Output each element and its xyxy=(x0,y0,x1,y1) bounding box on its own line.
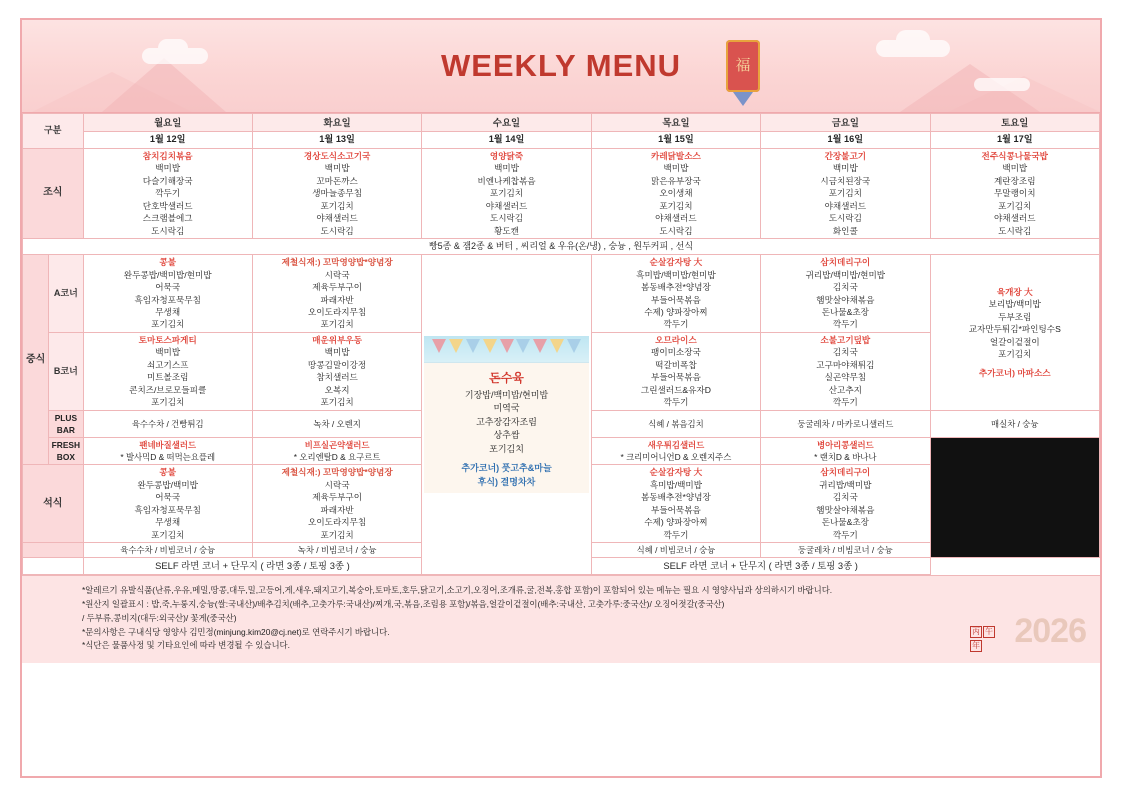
plusbar-cell-tue: 녹차 / 오렌지 xyxy=(252,410,421,437)
date-fri: 1월 16일 xyxy=(761,132,930,149)
footnote-line-2: *원산지 일괄표시 : 밥,죽,누룽지,숭늉(쌀:국내산)/배추김치(배추,고춧가루:국내산)/찌개,국,볶음,조림용 포함)/볶음,얼갈이겉절이(배추:국내산, 고춧가루:중국산)/ 오징어젓갈(중국산) xyxy=(82,598,725,609)
dinner-plus-mon: 육수수차 / 비빔코너 / 숭늉 xyxy=(83,543,252,558)
dinner-plus-label xyxy=(23,543,84,558)
dinner-cell-mon: 콩불 완두콩밥/백미밥 어묵국 흑임자청포묵무침 무생채 포기김치 xyxy=(83,465,252,543)
date-sat: 1월 17일 xyxy=(930,132,1099,149)
day-header-wed: 수요일 xyxy=(422,114,591,132)
table-header-dates xyxy=(23,132,1100,149)
lunch-a-cell-tue: 제철식재:) 꼬막영양밥*양념장 시락국 제육두부구이 파래자반 오이도라지무침 포기김치 xyxy=(252,255,421,333)
footnote-line-4: *문의사항은 구내식당 영양사 김민정(minjung.kim20@cj.net)로 연락주시기 바랍니다. xyxy=(82,626,390,637)
lunch-cell-sat: 육개장 大 보리밥/백미밥 두부조림 교자만두튀김*파인팅수S 얼갈이겉절이 포기김치 추가코너) 마파소스 xyxy=(930,255,1099,410)
date-mon: 1월 12일 xyxy=(83,132,252,149)
row-label-dinner: 석식 xyxy=(23,465,84,543)
date-tue: 1월 13일 xyxy=(252,132,421,149)
header-corner-label: 구분 xyxy=(23,114,84,149)
lunch-a-cell-thu: 순살감자탕 大 흑미밥/백미밥/현미밥 봄동배추전*양념장 부들어묵볶음 수제) 양파장아찌 깍두기 xyxy=(591,255,760,333)
day-header-tue: 화요일 xyxy=(252,114,421,132)
plusbar-cell-sat: 매실차 / 숭늉 xyxy=(930,410,1099,437)
page-banner xyxy=(22,20,1100,113)
breakfast-cell-wed: 영양닭죽 백미밥 비엔나케찹볶음 포기김치 야채샐러드 도시락김 황도캔 xyxy=(422,149,591,239)
breakfast-row xyxy=(23,149,1100,239)
freshbox-cell-tue: 비프실곤약샐러드 * 오리엔탈D & 요구르트 xyxy=(252,438,421,465)
lunch-b-cell-mon: 토마토스파게티 백미밥 쇠고기스프 미트볼조림 콘치즈/브로모들피클 포기김치 xyxy=(83,332,252,410)
footnote-line-1: *알레르기 유발식품(난류,우유,메밀,땅콩,대두,밀,고등어,게,새우,돼지고기,복숭아,토마토,호두,닭고기,소고기,오징어,조개류,굴,전복,홍합 포함)이 포함되어 있는 메뉴는 필요 시 영양사님과 상의하시기 바랍니다. xyxy=(82,584,833,595)
lunch-b-cell-tue: 매운위부우동 백미밥 땅콩김말이강정 참치샐러드 오복지 포기김치 xyxy=(252,332,421,410)
weekly-menu-table xyxy=(22,113,1100,575)
seal-char-1: 丙 xyxy=(972,627,980,637)
lunch-a-cell-mon: 콩불 완두콩밥/백미밥/현미밥 어묵국 흑임자청포묵무침 무생채 포기김치 xyxy=(83,255,252,333)
seal-char-3: 年 xyxy=(972,641,980,651)
freshbox-cell-fri: 병아리콩샐러드 * 랜치D & 바나나 xyxy=(761,438,930,465)
corner-label-b: B코너 xyxy=(49,332,83,410)
footnotes xyxy=(22,575,1100,663)
day-header-sat: 토요일 xyxy=(930,114,1099,132)
breakfast-cell-tue: 경상도식소고기국 백미밥 꼬마돈까스 생마늘종무침 포기김치 야채샐러드 도시락김 xyxy=(252,149,421,239)
soup-photo xyxy=(930,438,1099,558)
lantern-icon xyxy=(726,40,760,92)
lunch-b-cell-thu: 오므라이스 팽이미소장국 떡갈비폭찹 부들어묵볶음 그린샐러드&유자D 깍두기 xyxy=(591,332,760,410)
lunch-a-cell-fri: 삼치데리구이 귀리밥/백미밥/현미밥 김치국 햄맛살야채볶음 돈나물&초장 깍두기 xyxy=(761,255,930,333)
year-seal-icon xyxy=(970,625,1004,651)
date-thu: 1월 15일 xyxy=(591,132,760,149)
bunting-decoration xyxy=(424,336,588,363)
breakfast-cell-fri: 간장불고기 백미밥 시금치된장국 포기김치 야채샐러드 도시락김 화인콜 xyxy=(761,149,930,239)
self-left-text: SELF 라면 코너 + 단무지 ( 라면 3종 / 토핑 3종 ) xyxy=(83,558,422,575)
day-header-fri: 금요일 xyxy=(761,114,930,132)
row-label-lunch: 중식 xyxy=(23,255,49,465)
breakfast-cell-mon: 참치김치볶음 백미밥 다슬기해장국 깍두기 단호박샐러드 스크램블에그 도시락김 xyxy=(83,149,252,239)
corner-label-a: A코너 xyxy=(49,255,83,333)
self-right-text: SELF 라면 코너 + 단무지 ( 라면 3종 / 토핑 3종 ) xyxy=(591,558,930,575)
footnote-line-5: *식단은 물품사정 및 기타요인에 따라 변경될 수 있습니다. xyxy=(82,640,290,651)
day-header-mon: 월요일 xyxy=(83,114,252,132)
date-wed: 1월 14일 xyxy=(422,132,591,149)
table-header-days xyxy=(23,114,1100,132)
self-row-label xyxy=(23,558,84,575)
year-label: 2026 xyxy=(1014,612,1086,651)
menu-sheet xyxy=(20,18,1102,778)
dinner-plus-tue: 녹차 / 비빔코너 / 숭늉 xyxy=(252,543,421,558)
plusbar-cell-fri: 둥굴레차 / 마카로니샐러드 xyxy=(761,410,930,437)
wednesday-special-poster xyxy=(422,255,591,575)
breakfast-cell-sat: 전주식콩나물국밥 백미밥 계란장조림 무말랭이치 포기김치 야채샐러드 도시락김 xyxy=(930,149,1099,239)
breakfast-cell-thu: 카레닭발소스 백미밥 맑은유부장국 오이생채 포기김치 야채샐러드 도시락김 xyxy=(591,149,760,239)
bread-row xyxy=(23,239,1100,255)
row-label-breakfast: 조식 xyxy=(23,149,84,239)
promo-menu-list: 돈수육 기장밥/백미밥/현미밥 미역국 고추장감자조림 상추쌈 포기김치 xyxy=(464,370,549,454)
dinner-cell-tue: 제철식재:) 꼬막영양밥*양념장 시락국 제육두부구이 파래자반 오이도라지무침 포기김치 xyxy=(252,465,421,543)
dinner-cell-fri: 삼치데리구이 귀리밥/백미밥 김치국 햄맛살야채볶음 돈나물&초장 깍두기 xyxy=(761,465,930,543)
dinner-cell-thu: 순살감자탕 大 흑미밥/백미밥 봄동배추전*양념장 부들어묵볶음 수제) 양파장아찌 깍두기 xyxy=(591,465,760,543)
lunch-b-cell-fri: 소불고기덮밥 김치국 고구마야채튀김 실곤약무침 산고추지 깍두기 xyxy=(761,332,930,410)
freshbox-cell-thu: 새우튀김샐러드 * 크리미어니언D & 오렌지주스 xyxy=(591,438,760,465)
seal-char-2: 午 xyxy=(985,627,993,637)
day-header-thu: 목요일 xyxy=(591,114,760,132)
lunch-corner-a-row xyxy=(23,255,1100,333)
plusbar-cell-thu: 식혜 / 볶음김치 xyxy=(591,410,760,437)
dinner-plus-thu: 식혜 / 비빔코너 / 숭늉 xyxy=(591,543,760,558)
bread-row-text: 빵5종 & 잼2종 & 버터 , 씨리얼 & 우유(온/냉) , 숭늉 , 원두커피 , 선식 xyxy=(23,239,1100,255)
row-label-freshbox: FRESH BOX xyxy=(49,438,83,465)
footnote-line-3: / 두부류,콩비지(대두:외국산)/ 꽃게(중국산) xyxy=(82,612,237,623)
promo-extra-corner: 추가코너) 풋고추&마늘 후식) 결명차차 xyxy=(461,463,552,487)
promo-headline: 돈수육 xyxy=(489,370,524,385)
dinner-plus-fri: 둥굴레차 / 비빔코너 / 숭늉 xyxy=(761,543,930,558)
freshbox-cell-mon: 팬네바질샐러드 * 발사믹D & 떠먹는요플레 xyxy=(83,438,252,465)
lantern-glyph: 福 xyxy=(735,57,751,74)
plusbar-cell-mon: 육수수차 / 건빵튀김 xyxy=(83,410,252,437)
page-title: WEEKLY MENU xyxy=(440,48,682,83)
row-label-plusbar: PLUS BAR xyxy=(49,410,83,437)
